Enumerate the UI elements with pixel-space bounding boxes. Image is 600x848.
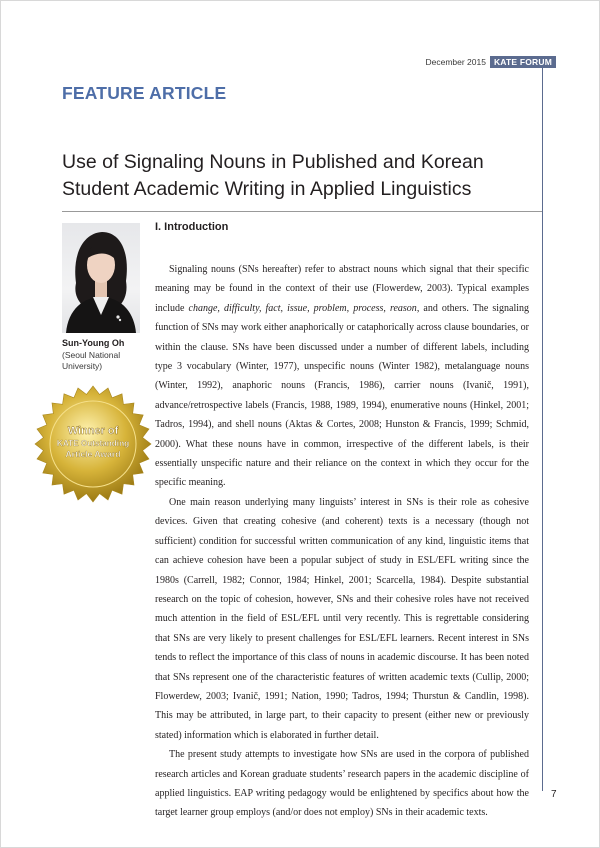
- award-seal-icon: [33, 384, 153, 504]
- article-title-line-1: Use of Signaling Nouns in Published and Korean: [62, 151, 484, 173]
- title-divider: [62, 211, 542, 212]
- author-photo: [62, 223, 140, 333]
- author-portrait-image: [62, 223, 140, 333]
- award-line-2: KATE Outstanding: [56, 439, 130, 448]
- page-number: 7: [551, 789, 557, 800]
- page-header: [425, 56, 556, 68]
- award-line-1: Winner of: [67, 425, 119, 437]
- paragraph-3: The present study attempts to investigate how SNs are used in the corpora of published research articles and Korean graduate students’ research papers in the academic discipline of applied linguistics. EAP writing pedagogy would be enlightened by specifics about how the target learner group employs (and/or does not employ) SNs in their academic texts.: [155, 749, 529, 819]
- award-seal: [33, 384, 153, 504]
- paragraph-1-text-b: , and others. The signaling function of SNs may work either anaphorically or cataphorically across clause boundaries, or within the clause. SNs have been discussed under a number of different labels, including type 3 vocabulary (Winter, 1977), unspecific nouns (Winter 1982), metalanguage nouns (Winter, 1992), anaphoric nouns (Francis, 1986), carrier nouns (Ivanič, 1991), advance/retrospective labels (Francis, 1988, 1989, 1994), enumerative nouns (Hinkel, 2001; Tadros, 1994), and shell nouns (Aktas & Cortes, 2008; Hunston & Francis, 1999; Schmid, 2000). What these nouns have in common, irrespective of the different labels, is their essentially unspecific nature and their reliance on the context in which they occur for the specific meaning.: [155, 302, 530, 489]
- author-affiliation: (Seoul National University): [62, 350, 121, 371]
- article-title: [62, 149, 537, 203]
- margin-rule: [542, 67, 543, 791]
- forum-badge: KATE FORUM: [490, 56, 556, 68]
- paragraph-1: [155, 260, 529, 493]
- article-title-line-2: Student Academic Writing in Applied Linguistics: [62, 178, 472, 200]
- paragraph-2: One main reason underlying many linguists’ interest in SNs is their role as cohesive devices. Given that creating cohesive (and coherent) texts is a necessary (though not sufficient) condition for successful written communication of any kind, linguistic items that can achieve cohesion have been a popular subject of study in ESL/EFL writing since the 1980s (Carrell, 1982; Connor, 1984; Hinkel, 2001; Scarcella, 1984). Despite substantial research on the topic of cohesion, however, SNs and their cohesive roles have not received much attention in the field of ESL/EFL until very recently. This is regrettable considering that SNs are very likely to present challenges for ESL/EFL learners. Recent interest in SNs tends to reflect the importance of this class of nouns in academic discourse. It has been noted that SNs represent one of the characteristic features of written academic texts (Cullip, 2000; Flowerdew, 2003; Ivanič, 1991; Nation, 1990; Tadros, 1994; Thurstun & Candlin, 1998). This may be attributed, in large part, to their capacity to present (either new or previously stated) information which is elaborated in further detail.: [155, 496, 529, 741]
- section-label: FEATURE ARTICLE: [62, 83, 227, 103]
- paragraph-1-examples: change, difficulty, fact, issue, problem, process, reason: [188, 302, 417, 314]
- paragraph-1-text-a: Signaling nouns (SNs hereafter) refer to abstract nouns which signal that their specific meaning may be found in the context of their use (Flowerdew, 2003). Typical examples include: [155, 264, 529, 314]
- section-heading-introduction: I. Introduction: [155, 221, 229, 233]
- article-body: [155, 260, 529, 823]
- award-line-3: Article Award: [65, 449, 121, 459]
- issue-date: December 2015: [425, 57, 486, 67]
- author-name: Sun-Young Oh: [62, 338, 125, 348]
